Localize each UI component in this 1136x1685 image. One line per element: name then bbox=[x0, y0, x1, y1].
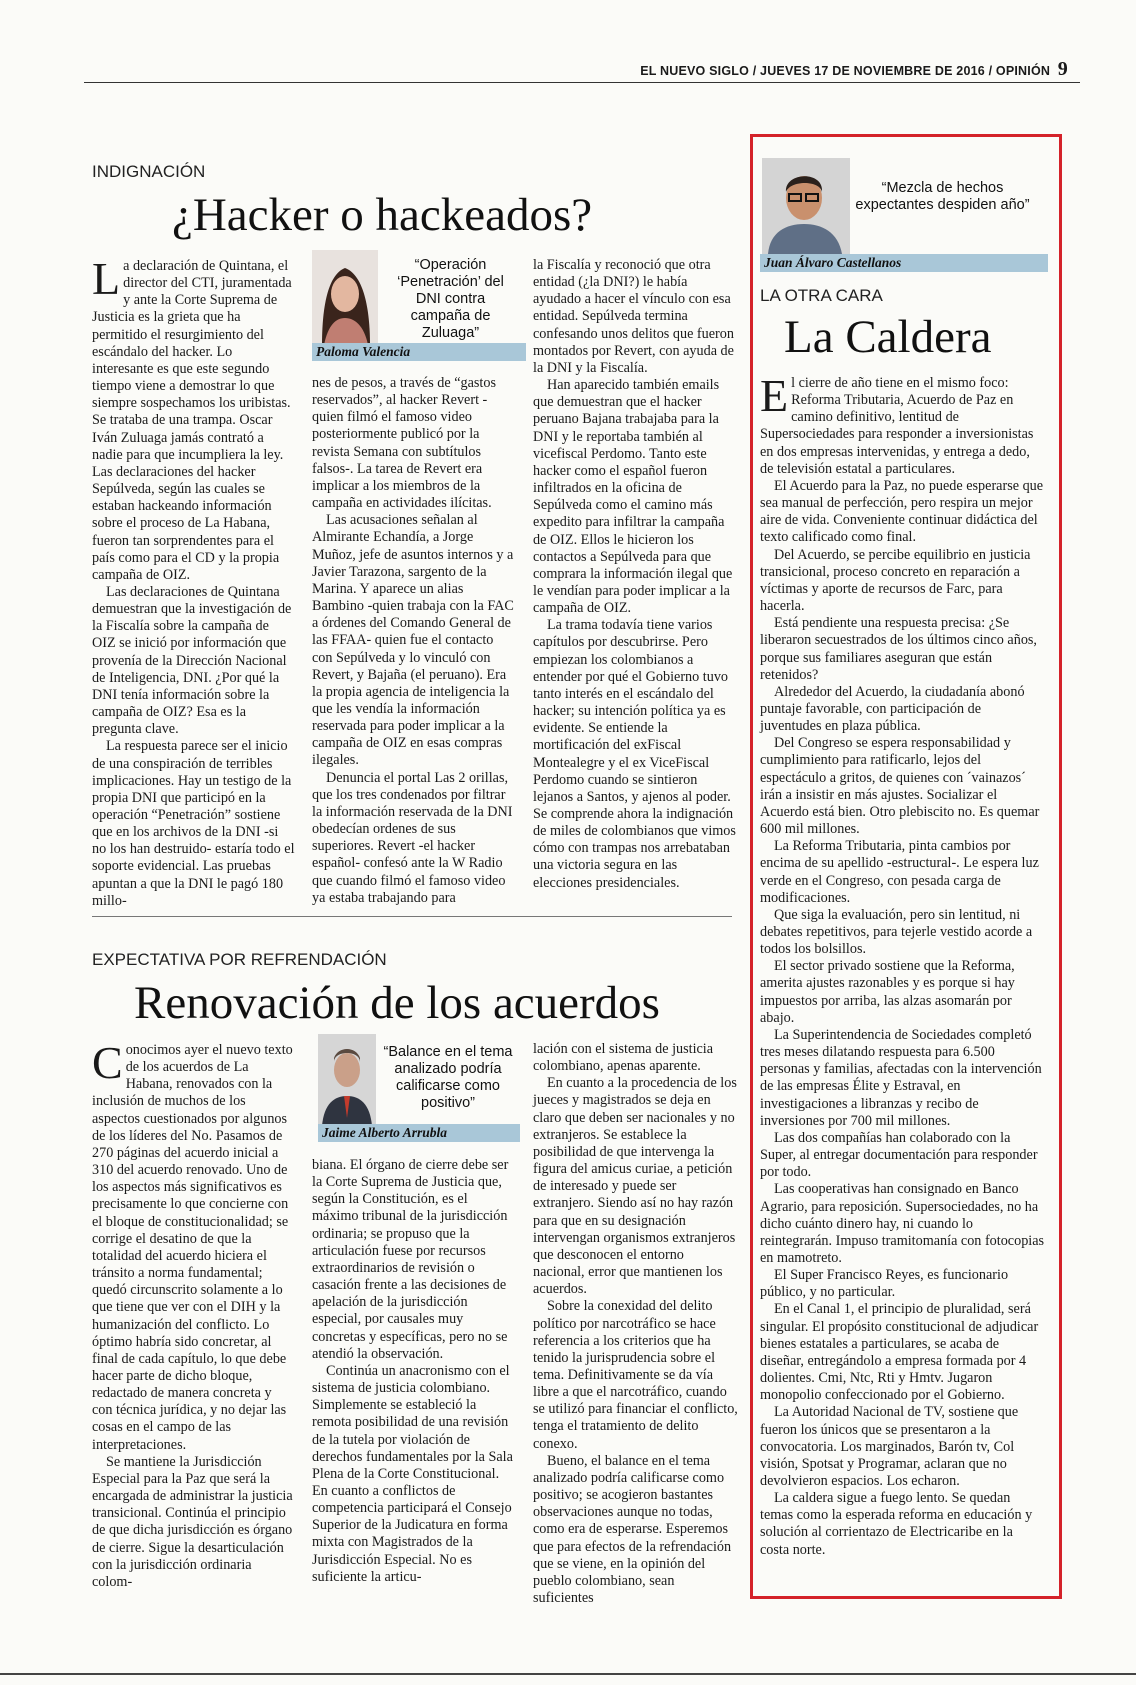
article1-pull-quote: “Operación ‘Penetración’ del DNI contra campaña de Zuluaga” bbox=[397, 257, 504, 341]
article1-col2-p1: nes de pesos, a través de “gastos reservados”, al hacker Revert -quien filmó el famoso video posteriormente publicó por la revista Semana con subtítulos falsos-. La tarea de Revert era implicar a los miembros de la campaña en actividades ilícitas. bbox=[312, 375, 496, 512]
article2-column-3 bbox=[533, 1041, 738, 1607]
article3-p10: La Superintendencia de Sociedades completó tres meses dilatando respuesta para 6.500 personas y familias, afectadas con la intervención de las empresas Élite y Estraval, en investigaciones a libranzas y recibo de inversiones por 700 mil millones. bbox=[760, 1026, 1042, 1129]
author-photo-juan-alvaro-castellanos bbox=[762, 158, 850, 254]
article3-p2: El Acuerdo para la Paz, no puede esperarse que sea manual de perfección, pero respira un mejor aire de vida. Conveniente continuar didáctica del texto calificado como final. bbox=[760, 477, 1044, 546]
article2-col3-p4: Bueno, el balance en el tema analizado podría calificarse como positivo; se acogieron bastantes observaciones aunque no todas, como era de esperarse. Esperemos que para efectos de la refrendación que se viene, en la opinión del pueblo colombiano, sean suficientes bbox=[533, 1452, 732, 1606]
article3-p3: Del Acuerdo, se percibe equilibrio en justicia transicional, proceso concreto en reparación a víctimas y aporte de recursos de Farc, para hacerla. bbox=[760, 546, 1031, 615]
header-rule bbox=[84, 82, 1080, 83]
page-folio bbox=[640, 58, 1068, 81]
page-number: 9 bbox=[1057, 58, 1068, 80]
article2-col3-p2: En cuanto a la procedencia de los jueces y magistrados se deja en claro que deben ser nacionales y no extranjeros. Se establece la posibilidad de que intervenga la figura del amicus curiae, a petición de interesado y puede ser extranjero. Siendo así no hay razón para que en su designación intervengan organismos extranjeros que desconocen el entorno nacional, error que mantienen los acuerdos. bbox=[533, 1075, 737, 1298]
article1-col3-p3: La trama todavía tiene varios capítulos por descubrirse. Pero empiezan los colombianos a entender por qué el Gobierno tuvo tanto interés en el escándalo del hacker; su intención política ya es evidente. Se entiende la mortificación del exFiscal Montealegre y el ex ViceFiscal Perdomo cuando se sintieron lejanos a Santos, y ajenos al poder. Se comprende ahora la indignación de miles de colombianos que vimos cómo con trampas nos arrebataban una victoria segura en las elecciones presidenciales. bbox=[533, 617, 736, 891]
article1-column-2 bbox=[312, 375, 515, 907]
article3-p1: l cierre de año tiene en el mismo foco: Reforma Tributaria, Acuerdo de Paz en camino definitivo, lentitud de Supersociedades para responder a inversionistas en dos empresas intervenidas, y entrega a dedo, de televisión estatal a particulares. bbox=[760, 375, 1034, 477]
article3-p9: El sector privado sostiene que la Reforma, amerita ajustes razonables y es porque si hay impuestos por arriba, las alzas asomarán por abajo. bbox=[760, 958, 1015, 1026]
article1-column-1 bbox=[92, 253, 295, 910]
article2-col1-p2: Se mantiene la Jurisdicción Especial para la Paz que será la encargada de administrar la justicia transicional. Continúa el principio de que dicha jurisdicción es órgano de cierre. Sigue la desarticulación con la jurisdicción ordinaria colom- bbox=[92, 1453, 293, 1590]
article2-column-2 bbox=[312, 1157, 515, 1586]
article1-col1-p3: La respuesta parece ser el inicio de una conspiración de terribles implicaciones. Hay un testigo de la propia DNI que participó en la operación “Penetración” sostiene que en los archivos de la DNI -si no los han destruido- estaría todo el soporte evidencial. Las pruebas apuntan a que la DNI le pagó 180 millo- bbox=[92, 738, 295, 909]
article1-col2-p3: Denuncia el portal Las 2 orillas, que los tres condenados por filtrar la información reservada de la DNI obedecían ordenes de sus superiores. Revert -el hacker español- confesó ante la W Radio que cuando filmó el famoso video ya estaba trabajando para bbox=[312, 769, 513, 906]
article3-title: La Caldera bbox=[784, 311, 992, 363]
article1-col3-p2: Han aparecido también emails que demuestran que el hacker peruano Bajana trabajaba para la DNI y le reportaba también al vicefiscal Perdomo. Tanto este hacker como el español fueron infiltrados en la oficina de Sepúlveda como el camino más expedito para infiltrar la campaña de OIZ. Ellos le hicieron los contactos a Sepúlveda para que comprara la información ilegal que le vendían para poder implicar a la campaña de OIZ. bbox=[533, 377, 733, 617]
article1-dropcap: L bbox=[92, 253, 121, 304]
article3-p14: En el Canal 1, el principio de pluralidad, será singular. El propósito constitucional de adjudicar bienes estatales a particulares, se acaba de diseñar, entregándolo a empresa formada por 4 dolientes. Cmi, Ntc, Rti y Hmtv. Jugaron monopolio confeccionado por el Gobierno. bbox=[760, 1301, 1039, 1404]
article2-column-1 bbox=[92, 1037, 295, 1591]
article1-col3-p1: la Fiscalía y reconoció que otra entidad (¿la DNI?) le había ayudado a hacer el vínculo con esa entidad. Sepúlveda termina confesando unos delitos que fueron montados por Revert, con ayuda de la DNI y la Fiscalía. bbox=[533, 257, 734, 376]
page-bottom-rule bbox=[0, 1673, 1136, 1675]
article1-col1-lead: a declaración de Quintana, el director del CTI, juramentada y ante la Corte Suprema de Justicia es la grieta que ha permitido el resurgimiento del escándalo del hacker. Lo interesante es que este segundo tiempo viene a demostrar lo que siempre sospechamos los uribistas. Se trataba de una trampa. Oscar Iván Zuluaga jamás contrató a nadie para que incumpliera la ley. Las declaraciones del hacker Sepúlveda, según las cuales se estaban hackeando información sobre el proceso de La Habana, fueron tan sorprendentes para el país como para el CD y la propia campaña de OIZ. bbox=[92, 258, 292, 583]
article3-p7: La Reforma Tributaria, pinta cambios por encima de su apellido -estructural-. Le espera luz verde en el Congreso, con pesada carga de modificaciones. bbox=[760, 838, 1039, 906]
article3-dropcap: E bbox=[760, 370, 789, 421]
article1-column-3 bbox=[533, 257, 738, 892]
article3-p16: La caldera sigue a fuego lento. Se quedan temas como la esperada reforma en educación y solución al corrientazo de Electricaribe en la costa norte. bbox=[760, 1490, 1033, 1558]
article-divider bbox=[92, 916, 732, 917]
article2-col3-p1: lación con el sistema de justicia colombiano, apenas aparente. bbox=[533, 1041, 714, 1075]
article2-kicker: EXPECTATIVA POR REFRENDACIÓN bbox=[92, 950, 387, 969]
article3-p6: Del Congreso se espera responsabilidad y cumplimiento para ratificarlo, lejos del espectáculo a gritos, de quienes con ´vainazos´ irán a insistir en más ajustes. Socializar el Acuerdo está bien. Otro plebiscito no. Es quemar 600 mil millones. bbox=[760, 735, 1040, 838]
article1-author: Paloma Valencia bbox=[312, 343, 526, 361]
article3-kicker: LA OTRA CARA bbox=[760, 286, 883, 305]
article3-p15: La Autoridad Nacional de TV, sostiene que fueron los únicos que se presentaron a la convocatoria. Los marginados, Barón tv, Col visión, Spotsat y Programar, aclaran que no devolvieron espacios. Los echaron. bbox=[760, 1404, 1019, 1489]
article1-kicker: INDIGNACIÓN bbox=[92, 162, 206, 181]
article3-p11: Las dos compañías han colaborado con la Super, al entregar documentación para responder por todo. bbox=[760, 1129, 1038, 1181]
article3-p4: Está pendiente una respuesta precisa: ¿Se liberaron secuestrados de los últimos cinco años, porque sus familiares aseguran que están retenidos? bbox=[760, 615, 1037, 683]
article2-pull-quote: “Balance en el tema analizado podría calificarse como positivo” bbox=[383, 1044, 513, 1111]
article3-author: Juan Álvaro Castellanos bbox=[760, 254, 1048, 272]
article2-dropcap: C bbox=[92, 1037, 123, 1088]
article2-col2-p2: Continúa un anacronismo con el sistema de justicia colombiano. Simplemente se estableció la remota posibilidad de una revisión de la tutela por violación de derechos fundamentales por la Sala Plena de la Corte Constitucional. En cuanto a conflictos de competencia participará el Consejo Superior de la Judicatura en forma mixta con Magistrados de la Jurisdicción Especial. No es suficiente la articu- bbox=[312, 1362, 513, 1585]
article2-author: Jaime Alberto Arrubla bbox=[318, 1124, 520, 1142]
article1-title: ¿Hacker o hackeados? bbox=[172, 189, 593, 241]
article3-p12: Las cooperativas han consignado en Banco Agrario, para reposición. Supersociedades, no ha dicho cuánto dinero hay, ni cuando lo reintegrarán. Impuso tramitomanía con fotocopias en mamotreto. bbox=[760, 1181, 1045, 1266]
article2-col1-lead: onocimos ayer el nuevo texto de los acuerdos de La Habana, renovados con la inclusión de muchos de los aspectos cuestionados por algunos de los líderes del No. Pasamos de 270 páginas del acuerdo inicial a 310 del acuerdo renovado. Uno de los aspectos más significativos es precisamente lo que concierne con el bloque de constitucionalidad; se corrige el desatino de que la totalidad del acuerdo hiciera el tránsito a norma fundamental; quedó circunscrito solamente a lo que tiene que ver con el DIH y la humanización del conflicto. Lo óptimo habría sido concretar, al final de cada capítulo, lo que debe hacer parte de dicho bloque, redactado de manera concreta y con técnica jurídica, y no dejar las cosas en el campo de las interpretaciones. bbox=[92, 1042, 293, 1453]
article3-p8: Que siga la evaluación, pero sin lentitud, ni debates repetitivos, para tejerle vestido acorde a todos los bolsillos. bbox=[760, 906, 1033, 958]
article1-col1-p2: Las declaraciones de Quintana demuestran que la investigación de la Fiscalía sobre la campaña de OIZ se inició por información que provenía de la Dirección Nacional de Inteligencia, DNI. ¿Por qué la DNI tenía información sobre la campaña de OIZ? Esa es la pregunta clave. bbox=[92, 583, 292, 738]
article3-body bbox=[760, 370, 1045, 1559]
article2-col2-p1: biana. El órgano de cierre debe ser la Corte Suprema de Justicia que, según la Constitución, es el máximo tribunal de la jurisdicción ordinaria; se propuso que la articulación fuese por recursos extraordinarios de revisión o casación frente a las decisiones de apelación de la jurisdicción especial, por causales muy concretas y específicas, pero no se atendió la observación. bbox=[312, 1157, 509, 1362]
article3-pull-quote: “Mezcla de hechos expectantes despiden año” bbox=[855, 180, 1030, 213]
folio-text: EL NUEVO SIGLO / JUEVES 17 DE NOVIEMBRE DE 2016 / OPINIÓN bbox=[640, 64, 1051, 78]
author-photo-paloma-valencia bbox=[312, 250, 378, 345]
article2-title: Renovación de los acuerdos bbox=[134, 977, 660, 1029]
article3-p5: Alrededor del Acuerdo, la ciudadanía abonó puntaje favorable, con participación de juventudes en plaza pública. bbox=[760, 683, 1025, 735]
author-photo-jaime-alberto-arrubla bbox=[318, 1034, 376, 1126]
article1-col2-p2: Las acusaciones señalan al Almirante Echandía, a Jorge Muñoz, jefe de asuntos internos y a Javier Tarazona, sargento de la Marina. Y aparece un alias Bambino -quien trabaja con la FAC a órdenes del Comando General de las FFAA- quien fue el contacto con Sepúlveda y lo vinculó con Revert, y Bajaña (el peruano). Era la propia agencia de inteligencia la que les vendía la información reservada para poder implicar a la campaña de OIZ en esas compras ilegales. bbox=[312, 512, 514, 769]
article2-col3-p3: Sobre la conexidad del delito político por narcotráfico se hace referencia a los criterios que ha tenido la jurisprudencia sobre el tema. Definitivamente se da vía libre a que el narcotráfico, cuando se utilizó para financiar el conflicto, tenga el tratamiento de delito conexo. bbox=[533, 1298, 738, 1452]
article3-p13: El Super Francisco Reyes, es funcionario público, y no particular. bbox=[760, 1267, 1009, 1301]
